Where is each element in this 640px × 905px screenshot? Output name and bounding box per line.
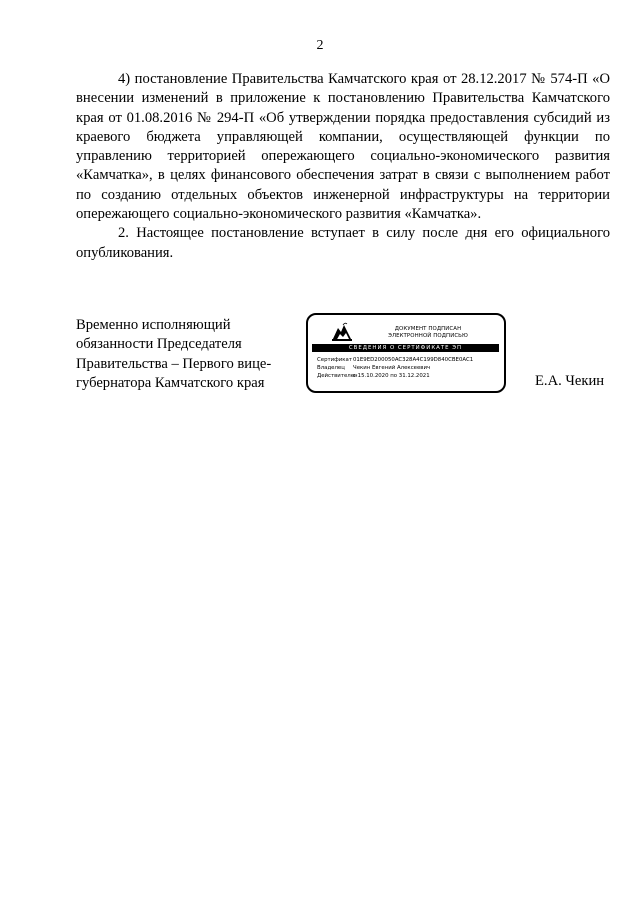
signer-title-line: обязанности Председателя — [76, 336, 242, 353]
stamp-value: Чекин Евгений Алексеевич — [353, 365, 431, 371]
stamp-certificate-row — [317, 356, 502, 364]
coat-of-arms-icon — [330, 322, 354, 342]
stamp-header-line: ДОКУМЕНТ ПОДПИСАН — [394, 326, 462, 332]
page-number: 2 — [316, 38, 324, 53]
document-body — [76, 70, 610, 263]
stamp-label: Сертификат — [317, 357, 352, 363]
signer-title-line: Правительства – Первого вице- — [76, 355, 272, 372]
stamp-value: с 15.10.2020 по 31.12.2021 — [353, 373, 430, 379]
signer-title-line: губернатора Камчатского края — [76, 374, 265, 391]
stamp-header-line: ЭЛЕКТРОННОЙ ПОДПИСЬЮ — [388, 333, 468, 339]
paragraph-clause-2: 2. Настоящее постановление вступает в силу после дня его официального опубликования. — [76, 225, 610, 261]
stamp-header — [363, 326, 493, 340]
stamp-value: 01E9ED200050AC328A4C199D840CBE0AC1 — [353, 357, 474, 363]
stamp-valid-row — [317, 372, 502, 380]
stamp-owner-row — [317, 364, 502, 372]
signer-position — [76, 316, 291, 393]
signer-name: Е.А. Чекин — [535, 373, 605, 389]
stamp-certificate-bar: СВЕДЕНИЯ О СЕРТИФИКАТЕ ЭП — [312, 344, 499, 352]
paragraph-item-4: 4) постановление Правительства Камчатского края от 28.12.2017 № 574-П «О внесении изменений в приложение к постановлению Правительства Камчатского края от 01.08.2016 № 294-П «Об утверждении порядка предоставления субсидий из краевого бюджета управляющей компании, осуществляющей функции по управлению территорией опережающего социально-экономического развития «Камчатка», в целях финансового обеспечения затрат в связи с выполнением работ по созданию отдельных объектов инженерной инфраструктуры на территории опережающего социально-экономического развития «Камчатка». — [76, 71, 610, 223]
stamp-label: Владелец — [317, 365, 345, 371]
stamp-label: Действителен — [317, 373, 358, 379]
electronic-signature-stamp — [306, 313, 506, 393]
signer-title-line: Временно исполняющий — [76, 317, 231, 333]
stamp-details — [317, 356, 502, 380]
